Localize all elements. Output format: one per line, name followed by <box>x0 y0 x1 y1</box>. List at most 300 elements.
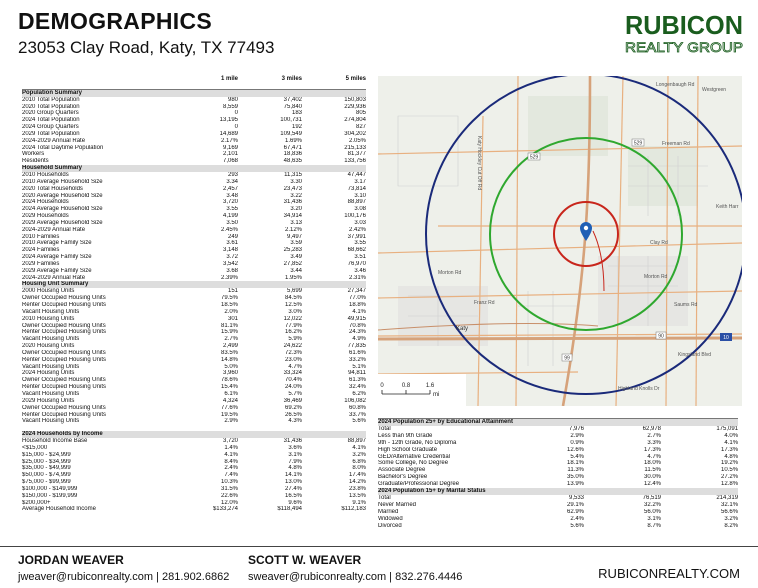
row-value: 3.03 <box>354 219 366 226</box>
row-label: Vacant Housing Units <box>22 363 80 370</box>
row-value: 11.5% <box>644 467 661 474</box>
row-value: 17.3% <box>721 446 739 453</box>
row-label: 2029 Families <box>22 260 60 267</box>
row-label: $100,000 - $149,999 <box>22 485 78 492</box>
map-label-longenbaugh: Longenbaugh Rd <box>656 82 695 88</box>
table-row <box>22 391 366 398</box>
table-row <box>22 323 366 330</box>
row-value: 2,101 <box>222 151 238 158</box>
row-label: Graduate/Professional Degree <box>378 481 460 488</box>
row-value: 3,148 <box>222 247 238 254</box>
row-value: 6.1% <box>224 390 238 397</box>
row-value: 106,082 <box>344 397 366 404</box>
demographics-table <box>22 76 366 513</box>
row-label: 2029 Average Family Size <box>22 267 92 274</box>
table-row <box>22 110 366 117</box>
row-value: 27,347 <box>347 288 366 295</box>
section-header <box>378 419 738 426</box>
table-row <box>22 186 366 193</box>
table-row <box>22 384 366 391</box>
section-title: Housing Unit Summary <box>22 281 366 288</box>
radius-map <box>378 76 742 406</box>
row-value: 9.6% <box>288 499 302 506</box>
row-label: 2024 Housing Units <box>22 370 75 377</box>
row-value: 3.10 <box>354 192 366 199</box>
row-value: 4.1% <box>224 451 238 458</box>
row-value: 3.72 <box>226 254 238 261</box>
row-label: 2029 Households <box>22 213 69 220</box>
row-value: 3.50 <box>226 219 238 226</box>
row-value: 18.0% <box>643 460 661 467</box>
map-label-morton-west: Morton Rd <box>438 270 462 276</box>
section-title: Household Summary <box>22 165 366 172</box>
row-value: 2.42% <box>348 226 366 233</box>
table-row <box>22 370 366 377</box>
table-row <box>22 357 366 364</box>
section-header <box>22 165 366 172</box>
table-row <box>22 145 366 152</box>
table-row <box>22 438 366 445</box>
row-value: 9.1% <box>352 499 366 506</box>
column-header-3-miles: 3 miles <box>281 76 302 82</box>
row-label: 2010 Families <box>22 233 60 240</box>
column-header-5-miles: 5 miles <box>345 76 366 82</box>
row-value: 37,991 <box>347 233 366 240</box>
row-value: 35.0% <box>566 474 584 481</box>
row-value: 3.61 <box>226 240 238 247</box>
table-row <box>22 412 366 419</box>
scale-tick-1-6: 1.6 <box>425 383 435 389</box>
table-row <box>22 131 366 138</box>
row-value: 8.7% <box>647 522 661 529</box>
row-value: 24,622 <box>283 343 302 350</box>
table-row <box>378 481 738 488</box>
row-label: 2010 Housing Units <box>22 315 75 322</box>
row-value: 3.49 <box>290 254 302 261</box>
row-label: Renter Occupied Housing Units <box>22 329 107 336</box>
education-marital-table <box>378 418 738 530</box>
row-value: 9,533 <box>568 494 584 501</box>
row-value: 19.2% <box>721 460 739 467</box>
website-link[interactable]: RUBICONREALTY.COM <box>598 566 740 581</box>
table-row <box>22 377 366 384</box>
table-row <box>22 418 366 425</box>
map-label-keith-harrow: Keith Harr <box>716 204 739 210</box>
table-row <box>378 440 738 447</box>
row-value: 100,731 <box>280 117 302 124</box>
row-label: Bachelor's Degree <box>378 474 428 481</box>
row-label: Never Married <box>378 501 417 508</box>
row-value: 79.5% <box>220 295 238 302</box>
table-row <box>22 479 366 486</box>
row-value: 33,324 <box>283 370 302 377</box>
row-label: Total <box>378 425 391 432</box>
highway-529-marker-east: 529 <box>633 140 643 147</box>
row-value: 5.9% <box>288 336 302 343</box>
row-value: 3.22 <box>290 192 302 199</box>
row-label: Widowed <box>378 515 403 522</box>
row-value: 4.8% <box>724 453 739 460</box>
map-canvas <box>378 76 742 406</box>
row-value: 3.6% <box>288 444 302 451</box>
rubicon-logo <box>624 10 744 56</box>
row-label: $25,000 - $34,999 <box>22 458 71 465</box>
row-value: 12.6% <box>566 446 584 453</box>
row-value: $118,494 <box>277 506 302 513</box>
row-value: 9,497 <box>286 233 302 240</box>
row-value: 0 <box>234 124 238 131</box>
table-row <box>22 124 366 131</box>
row-value: 14,689 <box>219 130 238 137</box>
table-row <box>22 486 366 493</box>
table-row <box>22 240 366 247</box>
section-header <box>378 488 738 495</box>
row-value: 4.1% <box>352 444 366 451</box>
row-value: 4,199 <box>222 213 238 220</box>
row-value: 2,499 <box>222 343 238 350</box>
row-value: 3.46 <box>354 267 366 274</box>
row-value: 214,319 <box>716 494 739 501</box>
row-label: 2024 Total Daytime Population <box>22 144 104 151</box>
row-value: 15.9% <box>220 329 238 336</box>
row-value: 2.05% <box>348 137 366 144</box>
row-label: Household Income Base <box>22 438 88 445</box>
row-value: 37,402 <box>283 96 302 103</box>
row-label: 2020 Total Population <box>22 103 80 110</box>
row-value: 47,447 <box>347 171 366 178</box>
row-value: 77.9% <box>284 322 302 329</box>
row-value: 17.4% <box>348 472 366 479</box>
row-value: 18.1% <box>566 460 584 467</box>
row-value: 4.7% <box>288 363 302 370</box>
table-row <box>22 405 366 412</box>
row-value: 31.5% <box>220 485 238 492</box>
row-value: 4.3% <box>288 418 302 425</box>
row-value: 1.4% <box>224 444 238 451</box>
row-label: 2020 Total Households <box>22 185 83 192</box>
row-label: Renter Occupied Housing Units <box>22 356 107 363</box>
row-value: 36,469 <box>283 397 302 404</box>
row-value: 151 <box>227 288 238 295</box>
row-value: 3.34 <box>226 178 238 185</box>
row-label: 9th - 12th Grade, No Diploma <box>378 439 457 446</box>
row-value: 3,542 <box>222 260 238 267</box>
row-value: 3.59 <box>290 240 302 247</box>
row-value: 7,068 <box>222 158 238 165</box>
map-scale-bar <box>378 374 466 406</box>
row-label: Married <box>378 508 399 515</box>
row-value: 1.95% <box>284 274 302 281</box>
row-label: 2024-2029 Annual Rate <box>22 226 86 233</box>
row-value: 4.1% <box>724 439 739 446</box>
row-value: 3.2% <box>352 451 366 458</box>
row-value: 3.1% <box>647 515 661 522</box>
footer-divider <box>0 546 758 547</box>
row-value: 60.8% <box>348 404 366 411</box>
table-row <box>22 117 366 124</box>
row-value: 33.7% <box>348 411 366 418</box>
row-label: 2010 Average Family Size <box>22 240 92 247</box>
section-title: 2024 Households by Income <box>22 431 366 438</box>
map-label-katy: Katy <box>456 326 469 332</box>
row-value: 12.8% <box>721 481 739 488</box>
row-label: Vacant Housing Units <box>22 390 80 397</box>
row-value: 56.6% <box>721 508 739 515</box>
table-row <box>378 516 738 523</box>
table-row <box>22 445 366 452</box>
section-header <box>22 281 366 288</box>
column-header-1-mile: 1 mile <box>220 76 238 82</box>
property-address: 23053 Clay Road, Katy, TX 77493 <box>18 38 275 57</box>
row-label: Some College, No Degree <box>378 460 449 467</box>
row-value: 3,960 <box>222 370 238 377</box>
row-label: Renter Occupied Housing Units <box>22 302 107 308</box>
row-value: 4.0% <box>724 432 739 439</box>
row-value: 62.9% <box>566 508 584 515</box>
row-value: 293 <box>227 171 238 178</box>
row-label: 2024 Total Population <box>22 117 80 124</box>
section-title: 2024 Population 15+ by Marital Status <box>378 488 738 495</box>
row-value: 81.1% <box>220 322 238 329</box>
row-value: 13.5% <box>348 492 366 499</box>
scale-unit: mi <box>433 392 440 398</box>
row-value: 16.2% <box>284 329 302 336</box>
row-value: 249 <box>227 233 238 240</box>
row-value: 23,473 <box>283 185 302 192</box>
row-value: 8.0% <box>352 465 366 472</box>
row-label: $75,000 - $99,999 <box>22 479 71 486</box>
row-value: 70.4% <box>284 377 302 384</box>
row-value: 7.4% <box>224 472 238 479</box>
row-value: 25,283 <box>283 247 302 254</box>
row-value: 192 <box>291 124 302 131</box>
row-value: 31,436 <box>283 438 302 445</box>
table-row <box>22 329 366 336</box>
row-label: $35,000 - $49,999 <box>22 465 71 472</box>
row-value: 980 <box>227 96 238 103</box>
row-label: $15,000 - $24,999 <box>22 451 71 458</box>
map-label-clay: Clay Rd <box>650 240 668 246</box>
table-row <box>22 199 366 206</box>
row-label: Owner Occupied Housing Units <box>22 377 106 384</box>
row-value: 19.5% <box>220 411 238 418</box>
row-value: 68,662 <box>347 247 366 254</box>
row-label: 2029 Housing Units <box>22 397 75 404</box>
row-value: 32.1% <box>721 501 739 508</box>
table-row <box>22 316 366 323</box>
table-row <box>22 472 366 479</box>
row-value: 76,970 <box>347 260 366 267</box>
row-value: 4,324 <box>222 397 238 404</box>
row-value: 8.4% <box>224 458 238 465</box>
row-value: 5.1% <box>352 363 366 370</box>
row-label: Average Household Income <box>22 506 96 513</box>
row-value: 3.30 <box>290 178 302 185</box>
table-row <box>22 227 366 234</box>
table-row <box>22 459 366 466</box>
table-row <box>22 398 366 405</box>
row-label: $50,000 - $74,999 <box>22 472 71 479</box>
section-title: 2024 Population 25+ by Educational Attainment <box>378 419 738 426</box>
row-value: 13.9% <box>566 481 584 488</box>
table-row <box>22 465 366 472</box>
table-row <box>22 500 366 507</box>
row-value: 27.2% <box>721 474 739 481</box>
row-value: 3,720 <box>222 438 238 445</box>
row-value: 0.9% <box>570 439 584 446</box>
interstate-10-marker: 10 <box>723 335 729 341</box>
row-value: 150,803 <box>344 96 366 103</box>
row-value: 30.0% <box>643 474 661 481</box>
row-value: 15.4% <box>220 384 238 391</box>
row-value: 8.2% <box>724 522 739 529</box>
row-value: 3,720 <box>222 199 238 206</box>
section-header <box>22 431 366 438</box>
table-row <box>22 493 366 500</box>
row-value: 2.12% <box>284 226 302 233</box>
row-value: 13,195 <box>219 117 238 124</box>
row-label: Owner Occupied Housing Units <box>22 404 106 411</box>
row-value: 183 <box>291 110 302 117</box>
table-row <box>22 234 366 241</box>
row-label: 2024 Families <box>22 247 60 254</box>
page-title: DEMOGRAPHICS <box>18 8 213 34</box>
svg-text:REALTY GROUP: REALTY GROUP <box>625 39 743 55</box>
row-value: 22.6% <box>220 492 238 499</box>
table-row <box>378 454 738 461</box>
row-value: 14.8% <box>220 356 238 363</box>
row-label: 2024-2029 Annual Rate <box>22 137 86 144</box>
agent-contact-jordan[interactable]: jweaver@rubiconrealty.com | 281.902.6862 <box>18 571 230 583</box>
row-value: 62,978 <box>642 425 661 432</box>
row-label: 2020 Housing Units <box>22 343 75 350</box>
row-value: 27,852 <box>283 260 302 267</box>
row-value: 2.7% <box>647 432 661 439</box>
row-value: 27.4% <box>284 485 302 492</box>
row-value: 274,804 <box>344 117 366 124</box>
row-label: Owner Occupied Housing Units <box>22 322 106 329</box>
row-value: 2.7% <box>224 336 238 343</box>
row-label: 2010 Average Household Size <box>22 178 103 185</box>
table-row <box>378 509 738 516</box>
row-label: 2029 Total Population <box>22 130 80 137</box>
row-label: Vacant Housing Units <box>22 336 80 343</box>
row-label: Owner Occupied Housing Units <box>22 349 106 356</box>
row-value: 14.2% <box>348 479 366 486</box>
table-row <box>22 350 366 357</box>
row-label: $200,000+ <box>22 499 51 506</box>
row-value: 0 <box>234 110 238 117</box>
row-label: 2000 Housing Units <box>22 288 75 295</box>
map-label-kingsland: Kingsland Blvd <box>678 352 712 358</box>
row-value: 175,091 <box>716 425 739 432</box>
row-value: 81,377 <box>347 151 366 158</box>
row-label: Associate Degree <box>378 467 426 474</box>
table-row <box>378 447 738 454</box>
row-value: 2.9% <box>224 418 238 425</box>
map-label-highland: Highland Knolls Dr <box>618 386 660 392</box>
row-value: 56.0% <box>643 508 661 515</box>
row-label: 2029 Average Household Size <box>22 219 103 226</box>
row-value: 7,976 <box>568 425 584 432</box>
table-row <box>22 220 366 227</box>
table-row <box>22 336 366 343</box>
row-value: 11,315 <box>284 171 302 178</box>
row-value: 10.3% <box>220 479 238 486</box>
map-label-westgreen: Westgreen <box>702 87 727 93</box>
map-label-morton-east: Morton Rd <box>644 274 668 280</box>
row-value: 77,835 <box>347 343 366 350</box>
row-value: 4.9% <box>352 336 366 343</box>
row-value: 12.5% <box>284 302 302 308</box>
row-value: 2.45% <box>220 226 238 233</box>
table-row <box>22 506 366 513</box>
row-label: Vacant Housing Units <box>22 418 80 425</box>
row-value: 67,471 <box>283 144 302 151</box>
row-value: 4.7% <box>647 453 661 460</box>
table-row <box>22 309 366 316</box>
table-row <box>22 275 366 282</box>
row-value: 2.4% <box>570 515 584 522</box>
row-label: Renter Occupied Housing Units <box>22 384 107 391</box>
row-label: Divorced <box>378 522 402 529</box>
row-value: 2.39% <box>220 274 238 281</box>
map-label-saums: Saums Rd <box>674 302 698 308</box>
table-row <box>22 343 366 350</box>
highway-90-marker: 90 <box>658 333 664 340</box>
row-value: 12.4% <box>643 481 661 488</box>
row-value: 23.8% <box>348 485 366 492</box>
map-label-freeman: Freeman Rd <box>662 141 690 147</box>
scale-tick-0: 0 <box>380 383 384 389</box>
row-label: High School Graduate <box>378 446 438 453</box>
highway-99-marker: 99 <box>564 355 570 362</box>
row-value: $112,183 <box>341 506 366 513</box>
row-value: 229,936 <box>344 103 366 110</box>
row-value: 78.6% <box>220 377 238 384</box>
row-value: 3.17 <box>354 178 366 185</box>
row-value: 18,836 <box>283 151 302 158</box>
table-row <box>378 426 738 433</box>
row-value: 6.2% <box>352 390 366 397</box>
row-value: 26.5% <box>284 411 302 418</box>
row-value: 2.9% <box>570 432 584 439</box>
row-value: 24.3% <box>348 329 366 336</box>
row-value: 7.9% <box>288 458 302 465</box>
row-value: 5.4% <box>570 453 584 460</box>
row-value: 827 <box>355 124 366 131</box>
row-value: 12.0% <box>220 499 238 506</box>
row-value: 5.7% <box>288 390 302 397</box>
agent-name-scott: SCOTT W. WEAVER <box>248 553 362 567</box>
row-label: Renter Occupied Housing Units <box>22 411 107 418</box>
table-row <box>22 364 366 371</box>
row-value: 304,202 <box>344 130 366 137</box>
agent-contact-scott[interactable]: sweaver@rubiconrealty.com | 832.276.4446 <box>248 571 463 583</box>
row-value: 84.5% <box>284 295 302 302</box>
row-value: 12,022 <box>283 315 302 322</box>
row-value: 5.6% <box>352 418 366 425</box>
row-value: 3.48 <box>226 192 238 199</box>
table-row <box>22 97 366 104</box>
table-row <box>22 261 366 268</box>
row-value: 29.1% <box>566 501 584 508</box>
row-value: 18.8% <box>348 302 366 308</box>
table-row <box>22 288 366 295</box>
table-row <box>378 523 738 530</box>
table-row <box>22 193 366 200</box>
table-row <box>22 213 366 220</box>
